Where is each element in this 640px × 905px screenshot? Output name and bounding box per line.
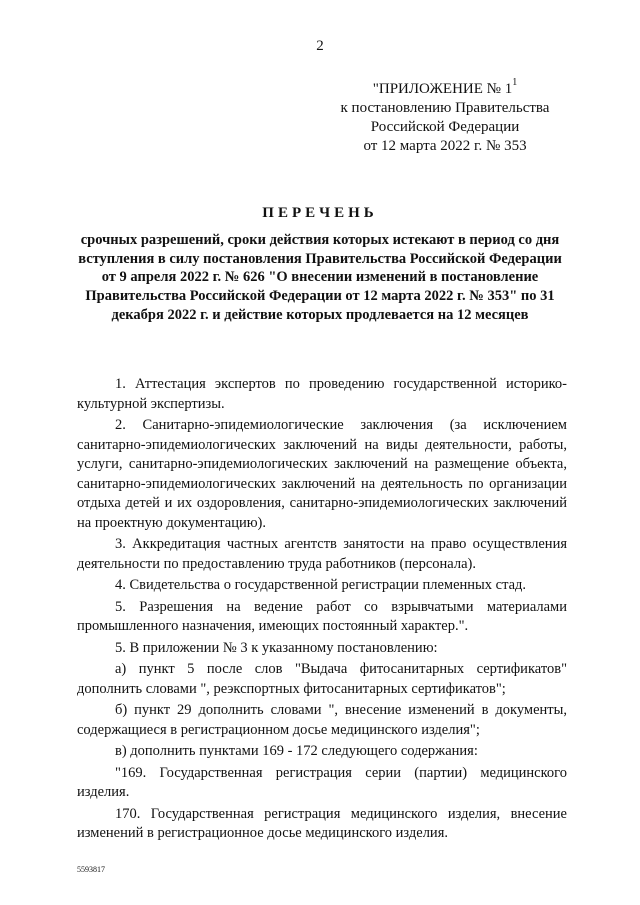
list-item: б) пункт 29 дополнить словами ", внесение изменений в документы, содержащиеся в регистрационном досье медицинского изделия"; [77, 702, 567, 738]
document-subtitle: срочных разрешений, сроки действия которых истекают в период со дня вступления в силу постановления Правительства Российской Федерации от 9 апреля 2022 г. № 626 "О внесении изменений в постановление Правительства Российской Федерации от 12 марта 2022 г. № 353" по 31 декабря 2022 г. и действие которых продлевается на 12 месяцев [78, 232, 562, 323]
list-item: 4. Свидетельства о государственной регистрации племенных стад. [115, 577, 527, 593]
appendix-date: от 12 марта 2022 г. № 353 [363, 138, 527, 154]
appendix-decree-ref: к постановлению Правительства [340, 100, 550, 116]
list-item: в) дополнить пунктами 169 - 172 следующего содержания: [115, 743, 478, 759]
items-list [77, 375, 567, 846]
page-number: 2 [316, 38, 324, 54]
list-item: 170. Государственная регистрация медицинского изделия, внесение изменений в регистрационное досье медицинского изделия. [77, 805, 567, 841]
list-item: 5. В приложении № 3 к указанному постановлению: [115, 639, 438, 656]
list-item: 5. Разрешения на ведение работ со взрывчатыми материалами промышленного назначения, имеющих постоянный характер.". [77, 598, 567, 634]
list-item: 1. Аттестация экспертов по проведению государственной историко-культурной экспертизы. [77, 376, 567, 412]
appendix-title: "ПРИЛОЖЕНИЕ № $1^1$ [372, 77, 518, 97]
list-item: 3. Аккредитация частных агентств занятости на право осуществления деятельности по предоставлению труда работников (персонала). [77, 536, 567, 572]
list-item: "169. Государственная регистрация серии (партии) медицинского изделия. [77, 764, 567, 800]
appendix-government: Российской Федерации [370, 119, 520, 135]
footnote-mark: 1 [512, 77, 518, 88]
appendix-header [330, 75, 560, 156]
list-item: а) пункт 5 после слов "Выдача фитосанитарных сертификатов" дополнить словами ", реэкспортных фитосанитарных сертификатов"; [77, 661, 567, 697]
document-title: ПЕРЕЧЕНЬ [262, 205, 378, 221]
list-item: 2. Санитарно-эпидемиологические заключения (за исключением санитарно-эпидемиологических заключений на виды деятельности, работы, услуги, санитарно-эпидемиологических заключений на размещение объекта, санитарно-эпидемиологических заключений на деятельность по организации отдыха детей и их оздоровления, санитарно-эпидемиологических заключений на проектную документацию). [77, 417, 567, 531]
footer-code: 5593817 [77, 865, 105, 874]
